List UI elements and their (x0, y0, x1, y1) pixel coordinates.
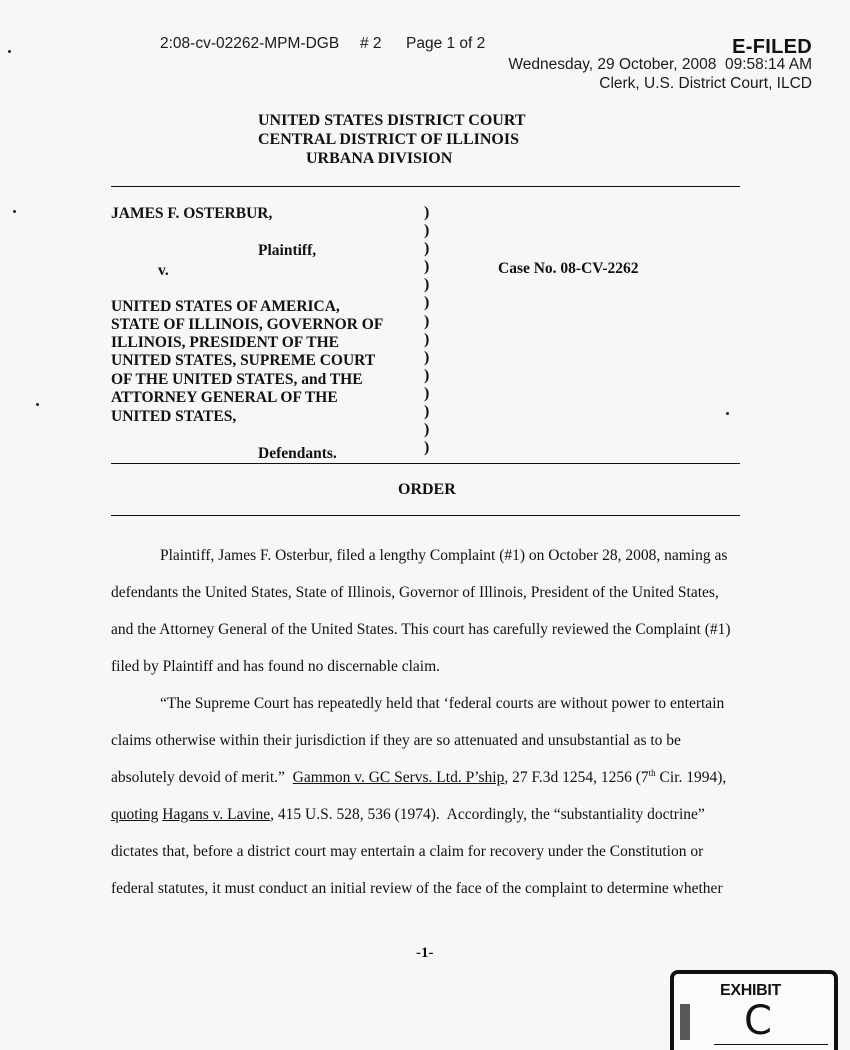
defendants-role: Defendants. (258, 445, 337, 462)
court-name-line-1: UNITED STATES DISTRICT COURT (258, 112, 526, 129)
caption-parentheses (424, 204, 429, 457)
ecf-page-info: Page 1 of 2 (406, 35, 486, 52)
plaintiff-name: JAMES F. OSTERBUR, (111, 205, 273, 222)
defendants-line: UNITED STATES, SUPREME COURT (111, 352, 376, 369)
caption-paren: ) (424, 240, 430, 258)
exhibit-letter: C (744, 998, 772, 1044)
exhibit-side-mark (680, 1004, 690, 1040)
defendants-line: STATE OF ILLINOIS, GOVERNOR OF (111, 316, 384, 333)
ecf-document-number: # 2 (360, 35, 382, 52)
caption-paren: ) (424, 384, 430, 402)
caption-paren: ) (424, 276, 430, 294)
case-number: Case No. 08-CV-2262 (498, 260, 639, 277)
scan-speck (726, 412, 729, 415)
body-line-with-citation (111, 769, 726, 787)
case-citation-gammon: Gammon v. GC Servs. Ltd. P’ship (292, 769, 505, 786)
caption-paren: ) (424, 439, 430, 457)
caption-paren: ) (424, 222, 430, 240)
scan-speck (8, 50, 11, 53)
caption-bottom-rule (111, 463, 740, 464)
caption-paren: ) (424, 204, 430, 221)
quoting-signal: quoting (111, 806, 159, 823)
body-line: “The Supreme Court has repeatedly held that ‘federal courts are without power to entertain (160, 695, 725, 712)
body-text: Cir. 1994), (655, 769, 727, 786)
body-line: and the Attorney General of the United States. This court has carefully reviewed the Complaint (#1) (111, 621, 731, 638)
body-line: defendants the United States, State of Illinois, Governor of Illinois, President of the United States, (111, 584, 719, 601)
court-name-line-2: CENTRAL DISTRICT OF ILLINOIS (258, 131, 519, 148)
order-title: ORDER (398, 481, 456, 498)
ecf-case-reference: 2:08-cv-02262-MPM-DGB (160, 35, 340, 52)
caption-paren: ) (424, 294, 430, 312)
caption-paren: ) (424, 258, 430, 276)
caption-paren: ) (424, 312, 430, 330)
defendants-line: UNITED STATES OF AMERICA, (111, 298, 340, 315)
court-division: URBANA DIVISION (306, 150, 453, 167)
scan-speck (36, 403, 39, 406)
caption-paren: ) (424, 348, 430, 366)
body-line: claims otherwise within their jurisdiction if they are so attenuated and unsubstantial as to be (111, 732, 681, 749)
body-line: Plaintiff, James F. Osterbur, filed a lengthy Complaint (#1) on October 28, 2008, naming as (160, 547, 728, 564)
page-number: -1- (416, 945, 434, 961)
exhibit-underline (714, 1044, 828, 1045)
body-text: absolutely devoid of merit.” (111, 769, 293, 786)
scan-speck (13, 210, 16, 213)
caption-paren: ) (424, 421, 430, 439)
order-rule (111, 515, 740, 516)
defendants-line: UNITED STATES, (111, 408, 237, 425)
body-text: , 415 U.S. 528, 536 (1974). Accordingly, the “substantiality doctrine” (270, 806, 705, 823)
versus-label: v. (158, 262, 169, 279)
body-text: , 27 F.3d 1254, 1256 (7 (504, 769, 649, 786)
body-line: federal statutes, it must conduct an initial review of the face of the complaint to determine whether (111, 880, 723, 897)
plaintiff-role: Plaintiff, (258, 242, 317, 259)
caption-paren: ) (424, 403, 430, 421)
filed-datetime: Wednesday, 29 October, 2008 09:58:14 AM (508, 56, 812, 73)
caption-top-rule (111, 186, 740, 187)
body-line-with-citation (111, 806, 705, 824)
defendants-line: OF THE UNITED STATES, and THE (111, 371, 363, 388)
defendants-line: ATTORNEY GENERAL OF THE (111, 389, 338, 406)
case-citation-hagans: Hagans v. Lavine (162, 806, 271, 823)
exhibit-sticker (670, 970, 838, 1050)
caption-paren: ) (424, 366, 430, 384)
efiled-stamp: E-FILED (732, 36, 812, 58)
caption-paren: ) (424, 330, 430, 348)
defendants-line: ILLINOIS, PRESIDENT OF THE (111, 334, 339, 351)
body-line: filed by Plaintiff and has found no discernable claim. (111, 658, 441, 675)
clerk-line: Clerk, U.S. District Court, ILCD (599, 75, 812, 92)
exhibit-label: EXHIBIT (720, 982, 782, 999)
ordinal-superscript: th (648, 767, 656, 778)
body-line: dictates that, before a district court may entertain a claim for recovery under the Constitution or (111, 843, 704, 860)
